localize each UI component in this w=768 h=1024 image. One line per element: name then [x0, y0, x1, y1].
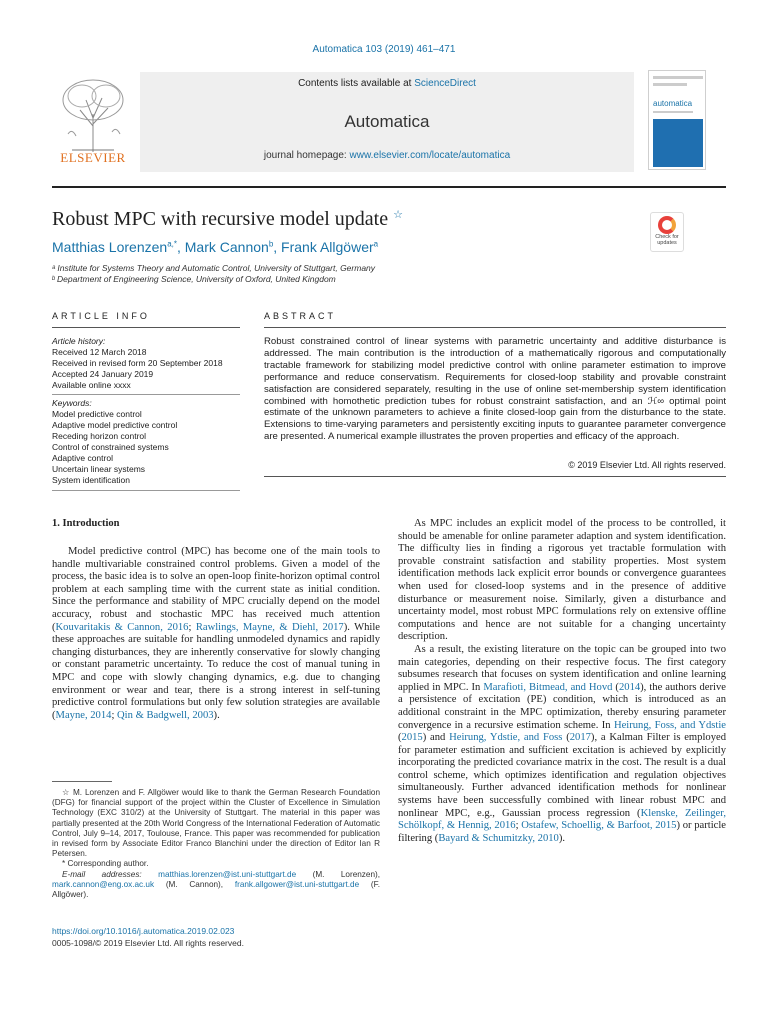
email-owner: (M. Lorenzen),	[296, 869, 380, 879]
history-item: Available online xxxx	[52, 380, 131, 390]
citation-link[interactable]: Marafioti, Bitmead, and Hovd	[483, 681, 613, 693]
paragraph	[398, 518, 726, 644]
keyword-item: Model predictive control	[52, 409, 142, 419]
keyword-item: Receding horizon control	[52, 431, 147, 441]
paragraph-text: ) and	[422, 732, 450, 744]
paragraph-text: ;	[111, 709, 118, 721]
paragraph	[52, 546, 380, 722]
affiliation-b: ᵇ Department of Engineering Science, University of Oxford, United Kingdom	[52, 274, 336, 284]
journal-name: Automatica	[344, 112, 430, 131]
keyword-item: Adaptive model predictive control	[52, 420, 178, 430]
homepage-prefix: journal homepage:	[263, 150, 350, 161]
paragraph-text: ).	[213, 709, 220, 721]
paragraph-text: (	[398, 732, 402, 744]
citation-link[interactable]: Rawlings, Mayne, & Diehl, 2017	[195, 621, 344, 633]
article-info-rule	[52, 327, 240, 328]
paper-title	[52, 208, 403, 231]
check-updates-line-2: updates	[657, 240, 677, 246]
sciencedirect-link[interactable]: ScienceDirect	[414, 78, 476, 89]
email-link[interactable]: mark.cannon@eng.ox.ac.uk	[52, 879, 155, 889]
paragraph-text: As a result, the existing literature on the topic can be grouped into two main categories, depending on their respective focus. The first category subsumes research that focuses on system identification and online learning applied in MPC. In	[398, 643, 726, 693]
affiliation-a: ᵃ Institute for Systems Theory and Automatic Control, University of Stuttgart, Germany	[52, 263, 376, 273]
journal-reference[interactable]: Automatica 103 (2019) 461–471	[312, 44, 456, 55]
paragraph-text: ) or particle filtering (	[398, 820, 726, 844]
journal-cover-thumbnail[interactable]	[648, 70, 706, 170]
paragraph-text: ;	[188, 621, 196, 633]
abstract-bottom-rule	[264, 476, 726, 477]
citation-link[interactable]: Klenske, Zeilinger, Schölkopf, & Hennig, 2016	[398, 807, 726, 832]
corresponding-author-note: * Corresponding author.	[62, 859, 149, 869]
paragraph-text: Model predictive control (MPC) has become one of the main tools to handle multivariable constrained control problems. Given a model of the process, the basic idea is to solve an open-loop finite-horizon optimal control problem at each sampling time with the current state as initial condition. Since the performance and stability of MPC crucially depend on the model accuracy, robust and stochastic MPC has received much attention (	[52, 546, 380, 633]
elsevier-wordmark[interactable]: ELSEVIER	[60, 150, 126, 165]
author-link[interactable]: Matthias Lorenzen	[52, 239, 168, 255]
abstract-heading-rule	[264, 327, 726, 328]
keyword-item: Adaptive control	[52, 453, 113, 463]
author-affil-sup[interactable]: b	[268, 239, 274, 249]
body-left-column	[52, 546, 380, 722]
citation-link[interactable]: 2015	[401, 732, 423, 744]
keywords-label: Keywords:	[52, 398, 92, 408]
citation-link[interactable]: 2014	[618, 681, 641, 693]
paragraph-text: ;	[515, 820, 522, 832]
section-heading-introduction: 1. Introduction	[52, 518, 120, 529]
paragraph-text: ).	[558, 832, 566, 844]
citation-link[interactable]: Qin & Badgwell, 2003	[117, 709, 214, 721]
history-item: Accepted 24 January 2019	[52, 369, 154, 379]
contents-line	[140, 78, 634, 89]
article-info-column	[52, 336, 240, 486]
abstract-copyright: © 2019 Elsevier Ltd. All rights reserved.	[568, 460, 726, 470]
crossmark-icon	[658, 216, 676, 234]
history-item: Received in revised form 20 September 2018	[52, 358, 223, 368]
author-link[interactable]: Frank Allgöwer	[281, 239, 374, 255]
footnotes	[52, 788, 380, 900]
paragraph-text: (	[562, 732, 570, 744]
contents-prefix: Contents lists available at	[298, 78, 415, 89]
title-footnote-star[interactable]: ☆	[393, 209, 403, 221]
info-bottom-rule	[52, 490, 240, 491]
email-addresses	[52, 870, 380, 901]
info-divider	[52, 394, 240, 395]
paragraph-text: ). While these approaches are suitable for handling unmodeled dynamics and rapidly changing disturbances, they are inherently conservative for slowly changing or constant parametric uncertainty. To reduce the cost of manual tuning in MPC and cope with slowly changing dynamics, e.g. due to changing environment or wear and tear, there is a strong interest in self-tuning predictive control formulations but only few solution strategies are available (	[52, 621, 380, 721]
funding-footnote: ☆ M. Lorenzen and F. Allgöwer would like to thank the German Research Foundation (DFG) for financial support of the project within the Cluster of Excellence in Simulation Technology (EXC 310/2) at the University of Stuttgart. The material in this paper was partially presented at the 20th World Congress of the International Federation of Automatic Control, July 9–14, 2017, Toulouse, France. This paper was recommended for publication in revised form by Associate Editor Franco Blanchini under the direction of Editor Ian R Petersen.	[52, 788, 380, 859]
paragraph	[398, 644, 726, 846]
author-link[interactable]: Mark Cannon	[184, 239, 269, 255]
paper-title-text: Robust MPC with recursive model update	[52, 208, 389, 230]
citation-link[interactable]: Heirung, Foss, and Ydstie	[613, 719, 726, 731]
citation-link[interactable]: 2017	[569, 732, 591, 744]
citation-link[interactable]: Kouvaritakis & Cannon, 2016	[55, 621, 189, 633]
keyword-item: Control of constrained systems	[52, 442, 169, 452]
paragraph-text: ), the authors derive a persistence of excitation (PE) condition, which is introduced as an additional constraint in the MPC optimization, thereby ensuring parameter convergence in a recursive estimation scheme. In	[398, 681, 726, 731]
author-list: Matthias Lorenzen$^{a,*}$, Mark Cannon$^b$, Frank Allgöwer$^a$	[52, 239, 379, 255]
author-affil-sup[interactable]: a,*	[167, 239, 177, 249]
issn-copyright: 0005-1098/© 2019 Elsevier Ltd. All rights reserved.	[52, 938, 244, 948]
email-link[interactable]: frank.allgower@ist.uni-stuttgart.de	[234, 879, 360, 889]
cover-title: automatica	[653, 99, 693, 108]
history-label: Article history:	[52, 336, 106, 346]
email-label: E-mail addresses:	[62, 869, 159, 879]
email-link[interactable]: matthias.lorenzen@ist.uni-stuttgart.de	[158, 869, 297, 879]
author-affil-sup[interactable]: a	[373, 239, 379, 249]
keyword-item: Uncertain linear systems	[52, 464, 146, 474]
citation-link[interactable]: Bayard & Schumitzky, 2010	[438, 832, 559, 844]
footnote-rule	[52, 781, 112, 782]
email-owner: (F. Allgöwer).	[52, 879, 381, 900]
check-updates-line-1: Check for	[655, 234, 679, 240]
citation-link[interactable]: Ostafew, Schoellig, & Barfoot, 2015	[521, 820, 677, 832]
paragraph-text: As MPC includes an explicit model of the process to be controlled, it should be amenable for online parameter adaption and system identification. The difficulty lies in finding a rigorous yet tractable formulation with provable constraint satisfaction and stability properties. Most system identification methods lack explicit error bounds or convergence guarantees when used for closed-loop systems and in the presence of additive disturbance or measurement noise. Similarly, given a disturbance and uncertainty model, most robust MPC formulations rely on extensive offline computations and hence are not suitable for a changing uncertainty description.	[398, 518, 726, 643]
citation-link[interactable]: Heirung, Ydstie, and Foss	[449, 732, 563, 744]
keyword-item: System identification	[52, 475, 130, 485]
email-owner: (M. Cannon),	[154, 879, 235, 889]
check-for-updates-badge[interactable]	[650, 212, 684, 252]
paragraph-text: ), a Kalman Filter is employed for parameter estimation and sufficient excitation is achieved by explicitly incorporating the predicted covariance matrix in the cost. The result is a dual control scheme, which optimizes identification and regulation objectives simultaneously. Further advanced identification methods for nonlinear systems have been successfully combined with linear robust MPC and nonlinear MPC, e.g., Gaussian process regression (	[398, 732, 726, 819]
citation-link[interactable]: Mayne, 2014	[55, 709, 112, 721]
abstract-heading: ABSTRACT	[264, 311, 337, 321]
body-right-column	[398, 518, 726, 845]
homepage-link[interactable]: www.elsevier.com/locate/automatica	[349, 150, 511, 161]
article-info-heading: ARTICLE INFO	[52, 311, 150, 321]
paragraph-text: (	[612, 681, 619, 693]
journal-homepage	[140, 150, 634, 161]
doi-link[interactable]: https://doi.org/10.1016/j.automatica.2019.02.023	[52, 926, 235, 936]
header-rule	[52, 186, 726, 188]
abstract-text: Robust constrained control of linear systems with parametric uncertainty and additive disturbance is addressed. The main contribution is the introduction of a mathematically rigorous and computationally tractable framework for stabilizing model predictive control with online parameter estimation to improve performance and reduce conservatism. Requirements for closed-loop stability and provable constraint satisfaction are considered separately, resulting in the use of online set-membership system identification combined with homothetic prediction tubes for robust constraint satisfaction, and an ℋ∞ optimal point estimate of the unknown parameters to achieve a finite closed-loop gain from the disturbance to the state. Extensions to time-varying parameters and persistently exciting inputs to guarantee parameter convergence are presented. A numerical example illustrates the proven properties and efficacy of the approach.	[264, 336, 726, 443]
history-item: Received 12 March 2018	[52, 347, 147, 357]
